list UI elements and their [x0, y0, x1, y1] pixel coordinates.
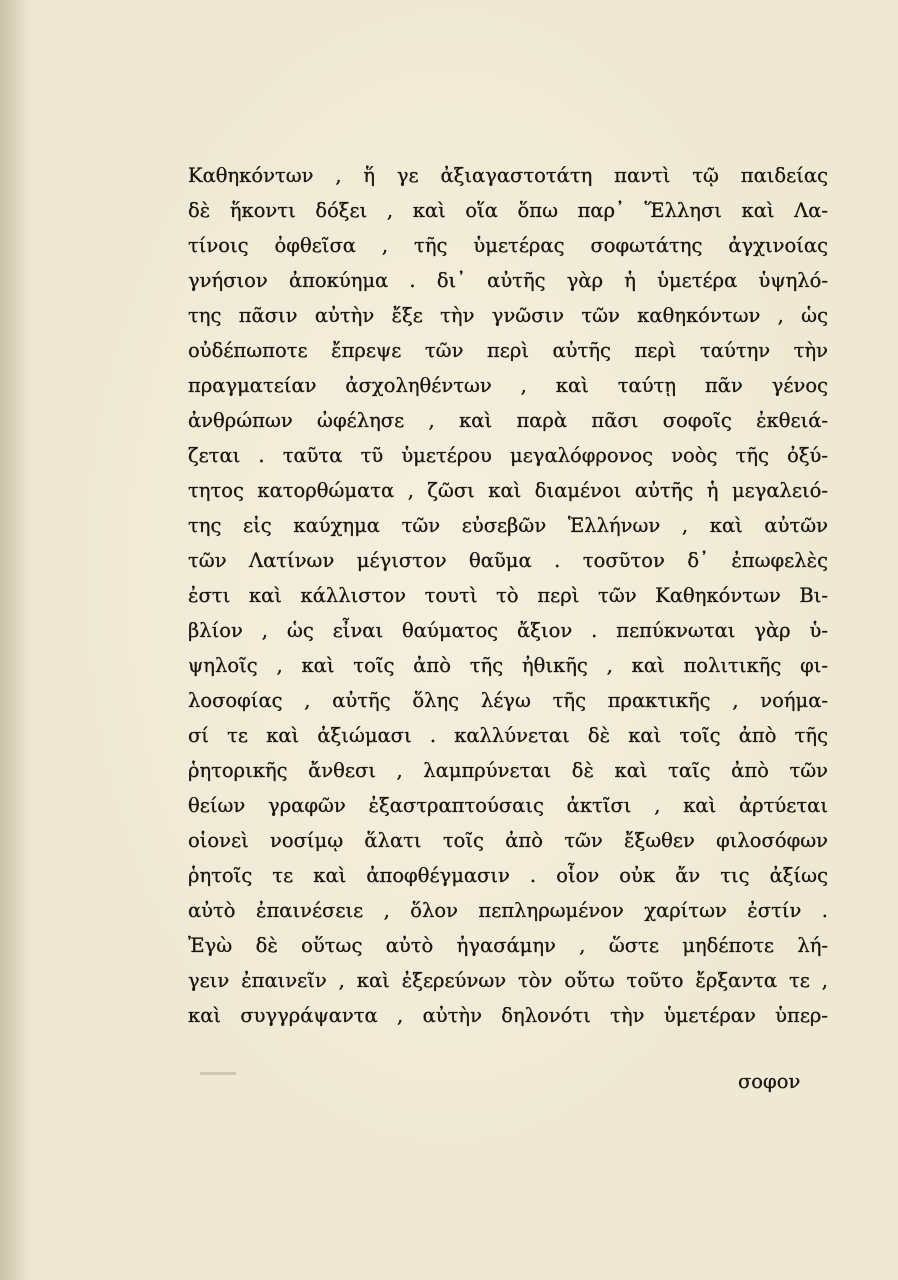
text-line: γειν ἐπαινεῖν , καὶ ἐξερεύνων τὸν οὕτω τοῦτο ἔρξαντα τε ,	[188, 969, 828, 992]
text-line: λοσοφίας , αὐτῆς ὅλης λέγω τῆς πρακτικῆς , νοήμα-	[188, 689, 828, 712]
text-line: ἀνθρώπων ὠφέλησε , καὶ παρὰ πᾶσι σοφοῖς ἐκθειά-	[188, 409, 828, 432]
spine-shadow	[0, 0, 28, 1280]
text-line: τίνοις ὀφθεῖσα , τῆς ὑμετέρας σοφωτάτης ἀγχινοίας	[188, 234, 828, 257]
text-line: πραγματείαν ἀσχοληθέντων , καὶ ταύτῃ πᾶν γένος	[188, 374, 828, 397]
text-line: καὶ συγγράψαντα , αὐτὴν δηλονότι τὴν ὑμετέραν ὑπερ-	[188, 1004, 828, 1027]
faint-ink-mark	[200, 1072, 236, 1075]
catchword: σοφον	[738, 1070, 801, 1093]
text-line: ψηλοῖς , καὶ τοῖς ἀπὸ τῆς ἠθικῆς , καὶ πολιτικῆς φι-	[188, 654, 828, 677]
text-line: ἐστι καὶ κάλλιστον τουτὶ τὸ περὶ τῶν Καθηκόντων Βι-	[188, 584, 828, 607]
text-line: οὐδέπωποτε ἔπρεψε τῶν περὶ αὐτῆς περὶ ταύτην τὴν	[188, 339, 828, 362]
text-line: τῶν Λατίνων μέγιστον θαῦμα . τοσῦτον δ᾽ ἐπωφελὲς	[188, 549, 828, 572]
text-line: θείων γραφῶν ἐξαστραπτούσαις ἀκτῖσι , καὶ ἀρτύεται	[188, 794, 828, 817]
text-line: βλίον , ὡς εἶναι θαύματος ἄξιον . πεπύκνωται γὰρ ὑ-	[188, 619, 828, 642]
text-line: αὐτὸ ἐπαινέσειε , ὅλον πεπληρωμένον χαρίτων ἐστίν .	[188, 899, 828, 922]
text-line: ῥητορικῆς ἄνθεσι , λαμπρύνεται δὲ καὶ ταῖς ἀπὸ τῶν	[188, 759, 828, 782]
text-line: Καθηκόντων , ἥ γε ἀξιαγαστοτάτη παντὶ τῷ παιδείας	[188, 164, 828, 187]
text-line: ζεται . ταῦτα τῦ ὑμετέρου μεγαλόφρονος νοὸς τῆς ὀξύ-	[188, 444, 828, 467]
text-line: τητος κατορθώματα , ζῶσι καὶ διαμένοι αὐτῆς ἡ μεγαλειό-	[188, 479, 828, 502]
text-line: σί τε καὶ ἀξιώμασι . καλλύνεται δὲ καὶ τοῖς ἀπὸ τῆς	[188, 724, 828, 747]
text-line: Ἐγὼ δὲ οὕτως αὐτὸ ἠγασάμην , ὥστε μηδέποτε λή-	[188, 934, 828, 957]
text-line: της εἰς καύχημα τῶν εὐσεβῶν Ἑλλήνων , καὶ αὐτῶν	[188, 514, 828, 537]
text-line: ῥητοῖς τε καὶ ἀποφθέγμασιν . οἷον οὐκ ἄν τις ἀξίως	[188, 864, 828, 887]
text-line: της πᾶσιν αὐτὴν ἔξε τὴν γνῶσιν τῶν καθηκόντων , ὡς	[188, 304, 828, 327]
main-text-block	[188, 158, 828, 1033]
text-line: δὲ ἥκοντι δόξει , καὶ οἵα ὅπω παρ᾽ Ἕλλησι καὶ Λα-	[188, 199, 828, 222]
text-line: γνήσιον ἀποκύημα . δι᾽ αὐτῆς γὰρ ἡ ὑμετέρα ὑψηλό-	[188, 269, 828, 292]
text-line: οἱονεὶ νοσίμῳ ἅλατι τοῖς ἀπὸ τῶν ἔξωθεν φιλοσόφων	[188, 829, 828, 852]
